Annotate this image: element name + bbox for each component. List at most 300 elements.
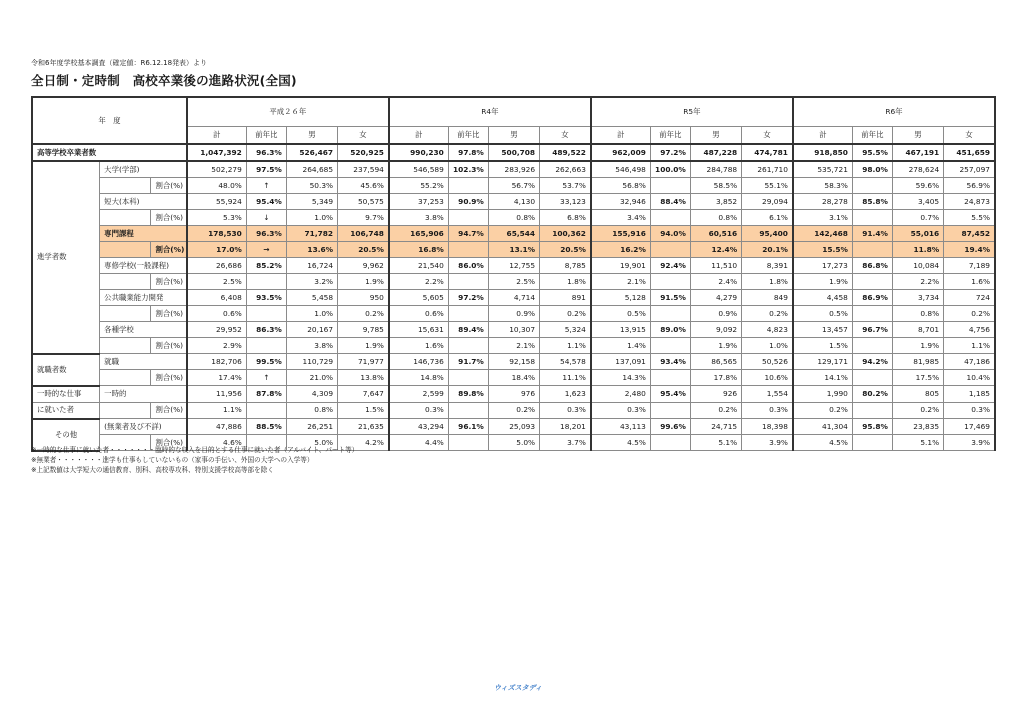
data-cell: 4.5% [591, 435, 650, 451]
data-cell: 97.5% [246, 161, 286, 178]
data-cell: 3.8% [286, 338, 337, 354]
data-cell: 21.0% [286, 370, 337, 386]
data-cell: 99.6% [650, 419, 690, 435]
data-cell: 20.1% [742, 242, 793, 258]
col-header: 男 [286, 127, 337, 145]
data-cell: 3.7% [540, 435, 591, 451]
data-cell: 0.7% [892, 210, 943, 226]
data-cell: 17.4% [187, 370, 246, 386]
data-cell: 4,309 [286, 386, 337, 403]
data-cell: 0.2% [540, 306, 591, 322]
data-cell: 95.5% [852, 144, 892, 161]
data-cell: 261,710 [742, 161, 793, 178]
row-label: 公共職業能力開発 [100, 290, 187, 306]
data-cell: 11,956 [187, 386, 246, 403]
data-cell: 1.5% [793, 338, 852, 354]
group-label: その他 [32, 419, 100, 451]
data-cell: 4,714 [488, 290, 539, 306]
data-cell: 17.8% [690, 370, 741, 386]
data-cell: 9,962 [338, 258, 389, 274]
data-cell: 87,452 [944, 226, 995, 242]
col-header: 計 [389, 127, 448, 145]
data-cell: 56.9% [944, 178, 995, 194]
data-cell: 0.2% [742, 306, 793, 322]
data-cell [448, 242, 488, 258]
data-cell: 278,624 [892, 161, 943, 178]
table-row [32, 322, 995, 338]
data-cell: 520,925 [338, 144, 389, 161]
data-cell: 13.1% [488, 242, 539, 258]
data-cell [650, 402, 690, 419]
data-cell: 137,091 [591, 354, 650, 370]
col-header: 前年比 [650, 127, 690, 145]
data-cell: 451,659 [944, 144, 995, 161]
data-cell: 94.2% [852, 354, 892, 370]
data-cell: 10.6% [742, 370, 793, 386]
data-cell: 1.5% [338, 402, 389, 419]
data-cell: 96.3% [246, 144, 286, 161]
data-cell: 6.8% [540, 210, 591, 226]
data-cell: 17.5% [892, 370, 943, 386]
data-cell: 0.6% [187, 306, 246, 322]
data-cell [852, 402, 892, 419]
data-cell: 14.1% [793, 370, 852, 386]
data-cell: 32,946 [591, 194, 650, 210]
data-cell: 26,251 [286, 419, 337, 435]
data-cell: 6,408 [187, 290, 246, 306]
data-cell: 94.7% [448, 226, 488, 242]
data-cell: 93.5% [246, 290, 286, 306]
footnote: ※一時的な仕事に就いた者・・・・・・・臨時的な収入を目的とする仕事に就いた者（アルバイト、パート等） [31, 446, 359, 454]
data-cell: 262,663 [540, 161, 591, 178]
data-cell: 284,788 [690, 161, 741, 178]
data-cell: 918,850 [793, 144, 852, 161]
data-cell: 0.3% [540, 402, 591, 419]
data-cell: 91.7% [448, 354, 488, 370]
data-cell: 17.0% [187, 242, 246, 258]
data-cell: 0.5% [793, 306, 852, 322]
data-cell: 56.7% [488, 178, 539, 194]
data-cell: 55.2% [389, 178, 448, 194]
table-row-ratio [32, 370, 995, 386]
data-cell: 20,167 [286, 322, 337, 338]
data-cell: 2.1% [488, 338, 539, 354]
table-row-ratio [32, 274, 995, 290]
data-cell: 106,748 [338, 226, 389, 242]
data-cell: 5.1% [892, 435, 943, 451]
data-cell: 0.3% [944, 402, 995, 419]
data-cell: 4,279 [690, 290, 741, 306]
data-cell: 86.0% [448, 258, 488, 274]
data-cell: 90.9% [448, 194, 488, 210]
data-cell [852, 210, 892, 226]
row-label: (無業者及び不詳) [100, 419, 187, 435]
data-cell [650, 370, 690, 386]
data-cell: 526,467 [286, 144, 337, 161]
ratio-label: 割合(%) [151, 402, 187, 419]
data-cell: 48.0% [187, 178, 246, 194]
table-row [32, 226, 995, 242]
col-header: 男 [690, 127, 741, 145]
ratio-label: 割合(%) [151, 370, 187, 386]
data-cell: 29,952 [187, 322, 246, 338]
data-cell: 467,191 [892, 144, 943, 161]
data-cell: 500,708 [488, 144, 539, 161]
data-cell: 20.5% [540, 242, 591, 258]
data-cell: 23,835 [892, 419, 943, 435]
table-row-ratio [32, 402, 995, 419]
data-cell: 5.3% [187, 210, 246, 226]
ratio-label: 割合(%) [151, 178, 187, 194]
source-note: 令和6年度学校基本調査（確定値：R6.12.18発表）より [31, 59, 208, 67]
data-cell: 55,016 [892, 226, 943, 242]
data-cell: 3,734 [892, 290, 943, 306]
data-cell: 1.9% [338, 338, 389, 354]
data-cell: 182,706 [187, 354, 246, 370]
data-cell: 41,304 [793, 419, 852, 435]
data-cell: 89.0% [650, 322, 690, 338]
data-cell: 43,294 [389, 419, 448, 435]
data-cell [448, 178, 488, 194]
data-cell: 102.3% [448, 161, 488, 178]
data-cell [448, 306, 488, 322]
data-cell [852, 178, 892, 194]
data-cell: 155,916 [591, 226, 650, 242]
data-cell [246, 274, 286, 290]
table-row [32, 161, 995, 178]
data-cell: 89.4% [448, 322, 488, 338]
row-label: 専門課程 [100, 226, 187, 242]
data-cell: 5,605 [389, 290, 448, 306]
data-cell: 0.2% [892, 402, 943, 419]
group-label: 進学者数 [32, 161, 100, 354]
data-cell: 0.3% [591, 402, 650, 419]
col-header: 計 [591, 127, 650, 145]
table-row [32, 386, 995, 403]
data-cell [650, 338, 690, 354]
ratio-label: 割合(%) [151, 435, 187, 451]
data-cell [852, 435, 892, 451]
data-cell: 47,186 [944, 354, 995, 370]
spacer-cell [100, 370, 151, 386]
table-row [32, 258, 995, 274]
data-cell [852, 306, 892, 322]
data-cell: 16.8% [389, 242, 448, 258]
data-cell: 14.3% [591, 370, 650, 386]
data-cell: 26,686 [187, 258, 246, 274]
data-cell: 88.4% [650, 194, 690, 210]
data-cell: 86,565 [690, 354, 741, 370]
col-header: 女 [540, 127, 591, 145]
data-cell: 65,544 [488, 226, 539, 242]
data-cell: 13.6% [286, 242, 337, 258]
data-cell: 11.1% [540, 370, 591, 386]
data-cell: 9,092 [690, 322, 741, 338]
data-cell [650, 274, 690, 290]
data-cell [650, 306, 690, 322]
data-cell: 1,554 [742, 386, 793, 403]
year-header: R5年 [591, 97, 793, 127]
data-cell [246, 338, 286, 354]
data-cell: 10,084 [892, 258, 943, 274]
data-cell: 487,228 [690, 144, 741, 161]
data-cell: 50,526 [742, 354, 793, 370]
data-cell: 257,097 [944, 161, 995, 178]
col-header: 前年比 [852, 127, 892, 145]
data-cell: 86.8% [852, 258, 892, 274]
data-cell: 43,113 [591, 419, 650, 435]
data-cell: 37,253 [389, 194, 448, 210]
data-cell: 3.9% [742, 435, 793, 451]
data-cell: 5.5% [944, 210, 995, 226]
row-label: 各種学校 [100, 322, 187, 338]
group-label: に就いた者 [32, 402, 100, 419]
data-cell: 1,990 [793, 386, 852, 403]
data-cell: 4.6% [187, 435, 246, 451]
data-cell: 25,093 [488, 419, 539, 435]
col-header: 男 [488, 127, 539, 145]
data-cell: 92,158 [488, 354, 539, 370]
data-cell: 18,398 [742, 419, 793, 435]
data-cell: 3.4% [591, 210, 650, 226]
ratio-label: 割合(%) [151, 274, 187, 290]
data-cell: 1.0% [286, 210, 337, 226]
table-row [32, 419, 995, 435]
data-cell: 99.5% [246, 354, 286, 370]
header-row-years [32, 97, 995, 127]
data-cell: 14.8% [389, 370, 448, 386]
data-cell: ↑ [246, 178, 286, 194]
row-label: 大学(学部) [100, 161, 187, 178]
page-title: 全日制・定時制 高校卒業後の進路状況(全国) [31, 73, 297, 88]
data-cell: 85.2% [246, 258, 286, 274]
data-cell: 97.2% [650, 144, 690, 161]
data-cell: 1.0% [286, 306, 337, 322]
table-row [32, 194, 995, 210]
row-label: 高等学校卒業者数 [32, 144, 187, 161]
data-cell: 142,468 [793, 226, 852, 242]
data-cell: 71,977 [338, 354, 389, 370]
data-cell: 17,469 [944, 419, 995, 435]
data-cell: 88.5% [246, 419, 286, 435]
data-cell: 3,852 [690, 194, 741, 210]
data-cell: 474,781 [742, 144, 793, 161]
data-cell: 50.3% [286, 178, 337, 194]
spacer-cell [100, 338, 151, 354]
data-cell: 0.2% [488, 402, 539, 419]
data-cell: 60,516 [690, 226, 741, 242]
data-cell: 502,279 [187, 161, 246, 178]
data-cell: 7,647 [338, 386, 389, 403]
data-cell: 990,230 [389, 144, 448, 161]
col-header: 女 [944, 127, 995, 145]
data-cell: 1.8% [742, 274, 793, 290]
table-row-ratio [32, 306, 995, 322]
data-cell: 86.9% [852, 290, 892, 306]
data-cell: 12.4% [690, 242, 741, 258]
group-label: 就職者数 [32, 354, 100, 386]
data-cell [650, 242, 690, 258]
data-cell [448, 210, 488, 226]
data-cell [650, 178, 690, 194]
data-cell: 13,915 [591, 322, 650, 338]
data-cell: 891 [540, 290, 591, 306]
ratio-label: 割合(%) [151, 306, 187, 322]
data-cell: 1.9% [338, 274, 389, 290]
data-cell: 13,457 [793, 322, 852, 338]
data-cell: 1.1% [187, 402, 246, 419]
col-header: 前年比 [246, 127, 286, 145]
data-cell: 535,721 [793, 161, 852, 178]
data-cell: 0.2% [944, 306, 995, 322]
data-cell: 0.2% [338, 306, 389, 322]
row-label: 専修学校(一般課程) [100, 258, 187, 274]
data-cell: 95.4% [246, 194, 286, 210]
data-cell [448, 402, 488, 419]
data-cell: 58.3% [793, 178, 852, 194]
data-cell: 96.3% [246, 226, 286, 242]
data-cell: 1.9% [793, 274, 852, 290]
data-cell: 56.8% [591, 178, 650, 194]
data-cell: 962,009 [591, 144, 650, 161]
data-cell: 97.8% [448, 144, 488, 161]
data-cell: 5,324 [540, 322, 591, 338]
data-cell: 0.8% [690, 210, 741, 226]
data-cell: 2.2% [892, 274, 943, 290]
data-cell: 2,480 [591, 386, 650, 403]
data-cell: 4,756 [944, 322, 995, 338]
data-cell: 71,782 [286, 226, 337, 242]
data-cell: 47,886 [187, 419, 246, 435]
data-cell: 81,985 [892, 354, 943, 370]
data-cell: 21,540 [389, 258, 448, 274]
data-cell: 89.8% [448, 386, 488, 403]
data-cell [448, 274, 488, 290]
data-cell: 1.8% [540, 274, 591, 290]
data-cell: 0.3% [742, 402, 793, 419]
data-cell: 2.5% [488, 274, 539, 290]
data-cell: 20.5% [338, 242, 389, 258]
data-cell: 96.1% [448, 419, 488, 435]
data-cell: 24,873 [944, 194, 995, 210]
col-header: 女 [742, 127, 793, 145]
data-cell: 264,685 [286, 161, 337, 178]
data-cell: 96.7% [852, 322, 892, 338]
ratio-label: 割合(%) [151, 338, 187, 354]
data-cell: 0.9% [488, 306, 539, 322]
footnotes [31, 445, 358, 475]
data-cell: 5.1% [690, 435, 741, 451]
data-cell: 7,189 [944, 258, 995, 274]
data-cell: 146,736 [389, 354, 448, 370]
data-cell: 10.4% [944, 370, 995, 386]
data-cell: 54,578 [540, 354, 591, 370]
col-header: 女 [338, 127, 389, 145]
data-cell: 55,924 [187, 194, 246, 210]
table-row [32, 290, 995, 306]
data-cell [852, 242, 892, 258]
data-cell: 178,530 [187, 226, 246, 242]
data-cell: 91.4% [852, 226, 892, 242]
data-cell: 849 [742, 290, 793, 306]
data-cell: 2.9% [187, 338, 246, 354]
data-cell: 0.2% [793, 402, 852, 419]
table-row-ratio [32, 210, 995, 226]
data-cell: 18,201 [540, 419, 591, 435]
data-cell: 1.6% [944, 274, 995, 290]
row-label: 短大(本科) [100, 194, 187, 210]
data-cell: 10,307 [488, 322, 539, 338]
data-cell: 8,391 [742, 258, 793, 274]
data-cell [650, 210, 690, 226]
data-cell: 926 [690, 386, 741, 403]
data-cell: 0.8% [488, 210, 539, 226]
data-cell: 6.1% [742, 210, 793, 226]
data-cell: 3.8% [389, 210, 448, 226]
data-cell: 4.2% [338, 435, 389, 451]
footnote: ※無業者・・・・・・・進学も仕事もしていないもの（家事の手伝い、外国の大学への入学等） [31, 456, 314, 464]
data-cell: 59.6% [892, 178, 943, 194]
data-cell: 0.8% [892, 306, 943, 322]
data-cell: 19.4% [944, 242, 995, 258]
data-cell: 17,273 [793, 258, 852, 274]
total-row [32, 144, 995, 161]
data-cell: 1.6% [389, 338, 448, 354]
data-cell: 5,349 [286, 194, 337, 210]
data-cell: 2.2% [389, 274, 448, 290]
data-cell: 16,724 [286, 258, 337, 274]
data-cell: 1.9% [892, 338, 943, 354]
spacer-cell [100, 210, 151, 226]
data-cell: 110,729 [286, 354, 337, 370]
data-cell: 87.8% [246, 386, 286, 403]
data-cell: 1.4% [591, 338, 650, 354]
footnote: ※上記数値は大学短大の通信教育、別科、高校専攻科、特別支援学校高等部を除く [31, 466, 274, 474]
ratio-label: 割合(%) [151, 242, 187, 258]
row-label: 就職 [100, 354, 187, 370]
row-label: 一時的 [100, 386, 187, 403]
table-row-ratio [32, 338, 995, 354]
data-cell: 8,785 [540, 258, 591, 274]
data-cell: 95.8% [852, 419, 892, 435]
data-cell: 94.0% [650, 226, 690, 242]
data-cell: 11.8% [892, 242, 943, 258]
data-cell: 18.4% [488, 370, 539, 386]
data-cell: 1,047,392 [187, 144, 246, 161]
data-cell: 3.2% [286, 274, 337, 290]
spacer-cell [100, 242, 151, 258]
data-cell: 5,128 [591, 290, 650, 306]
spacer-cell [100, 402, 151, 419]
data-cell: 5,458 [286, 290, 337, 306]
data-cell: 237,594 [338, 161, 389, 178]
data-cell: 805 [892, 386, 943, 403]
data-cell: 1.9% [690, 338, 741, 354]
data-cell [448, 338, 488, 354]
data-cell: ↑ [246, 370, 286, 386]
data-cell: 1,185 [944, 386, 995, 403]
year-header: 平成２６年 [187, 97, 389, 127]
data-cell: 16.2% [591, 242, 650, 258]
data-cell: 9.7% [338, 210, 389, 226]
data-cell: 0.9% [690, 306, 741, 322]
data-cell: 0.2% [690, 402, 741, 419]
data-cell: 0.3% [389, 402, 448, 419]
data-cell: 80.2% [852, 386, 892, 403]
spacer-cell [100, 178, 151, 194]
data-cell: 546,498 [591, 161, 650, 178]
data-cell: 91.5% [650, 290, 690, 306]
